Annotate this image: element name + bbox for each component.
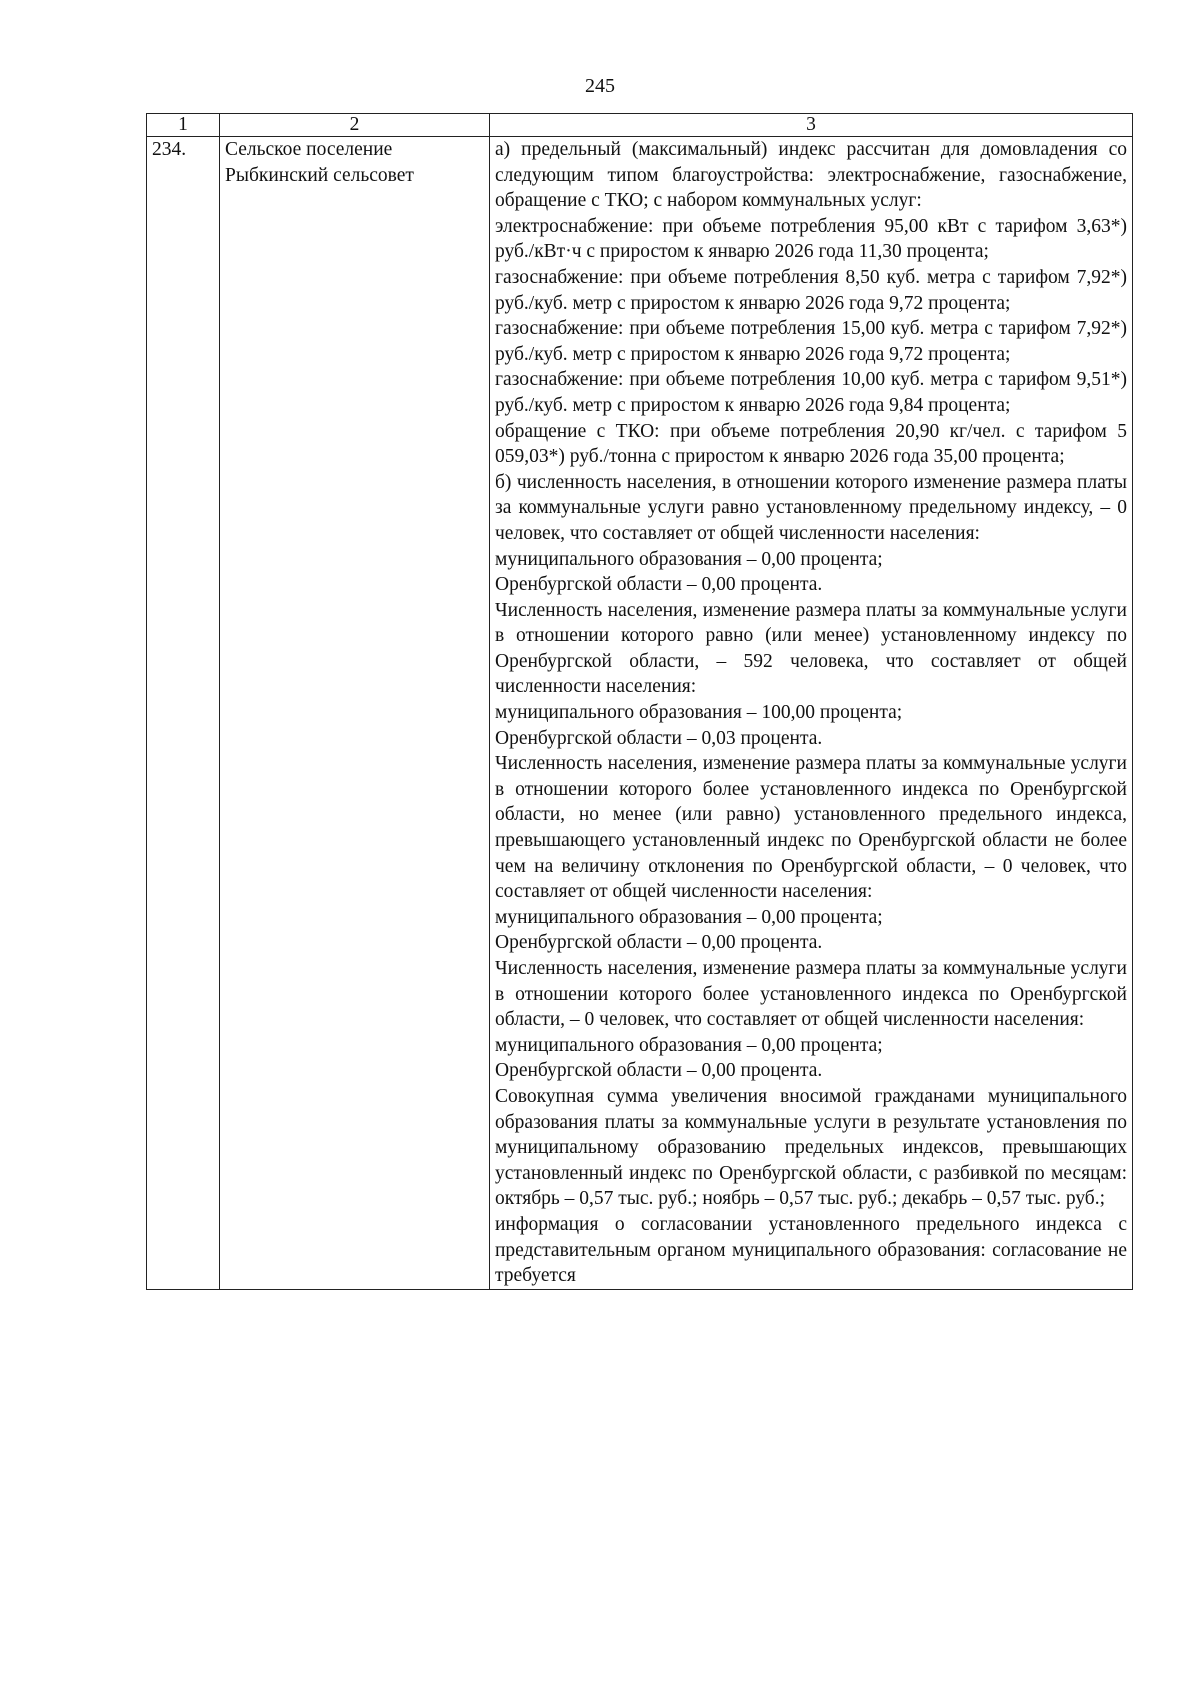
table-row [147, 137, 1133, 1290]
paragraph-index-intro: а) предельный (максимальный) индекс рассчитан для домовладения со следующим типом благоустройства: электроснабжение, газоснабжение, обращение с ТКО; с набором коммунальных услуг: [495, 139, 1127, 212]
paragraph-municipal-share-4: муниципального образования – 0,00 процента; [495, 1034, 883, 1056]
paragraph-municipal-share-3: муниципального образования – 0,00 процента; [495, 906, 883, 928]
paragraph-region-share-1: Оренбургской области – 0,00 процента. [495, 574, 823, 596]
paragraph-electricity: электроснабжение: при объеме потребления 95,00 кВт с тарифом 3,63*) руб./кВт·ч с приростом к январю 2026 года 11,30 процента; [495, 215, 1127, 263]
paragraph-region-share-4: Оренбургской области – 0,00 процента. [495, 1060, 823, 1082]
column-header-2: 2 [220, 114, 490, 137]
column-header-1: 1 [147, 114, 220, 137]
paragraph-approval-info: информация о согласовании установленного предельного индекса с представительным органом муниципального образования: согласование не требуется [495, 1213, 1127, 1287]
paragraph-total-increase: Совокупная сумма увеличения вносимой гражданами муниципального образования платы за коммунальные услуги в результате установления по муниципальному образованию предельных индексов, превышающих установленный индекс по Оренбургской области, с разбивкой по месяцам: октябрь – 0,57 тыс. руб.; ноябрь – 0,57 тыс. руб.; декабрь – 0,57 тыс. руб.; [495, 1085, 1127, 1210]
table-header-row [147, 114, 1133, 137]
paragraph-region-share-2: Оренбургской области – 0,03 процента. [495, 727, 823, 749]
index-description [490, 137, 1133, 1290]
paragraph-gas-3: газоснабжение: при объеме потребления 10,00 куб. метра с тарифом 9,51*) руб./куб. метр с приростом к январю 2026 года 9,84 процента; [495, 369, 1127, 416]
paragraph-gas-1: газоснабжение: при объеме потребления 8,50 куб. метра с тарифом 7,92*) руб./куб. метр с приростом к январю 2026 года 9,72 процента; [495, 266, 1127, 314]
paragraph-municipal-share-1: муниципального образования – 0,00 процента; [495, 548, 883, 570]
column-header-3: 3 [490, 114, 1133, 137]
paragraph-population-between: Численность населения, изменение размера платы за коммунальные услуги в отношении которого более установленного индекса по Оренбургской области, но менее (или равно) установленного предельного индекса, превышающего установленный индекс по Оренбургской области не более чем на величину отклонения по Оренбургской области, – 0 человек, что составляет от общей численности населения: [495, 753, 1127, 903]
paragraph-population-equal: б) численность населения, в отношении которого изменение размера платы за коммунальные услуги равно установленному предельному индексу, – 0 человек, что составляет от общей численности населения: [495, 471, 1127, 544]
settlement-name: Сельское поселение Рыбкинский сельсовет [220, 137, 490, 1290]
row-number: 234. [147, 137, 220, 1290]
tariff-index-table [146, 113, 1133, 1290]
paragraph-municipal-share-2: муниципального образования – 100,00 процента; [495, 702, 903, 724]
paragraph-waste: обращение с ТКО: при объеме потребления 20,90 кг/чел. с тарифом 5 059,03*) руб./тонна с приростом к январю 2026 года 35,00 процента; [495, 420, 1127, 468]
paragraph-region-share-3: Оренбургской области – 0,00 процента. [495, 932, 823, 954]
paragraph-population-less: Численность населения, изменение размера платы за коммунальные услуги в отношении которого равно (или менее) установленному индексу по Оренбургской области, – 592 человека, что составляет от общей численности населения: [495, 599, 1127, 698]
page-number: 245 [585, 75, 615, 97]
paragraph-population-more: Численность населения, изменение размера платы за коммунальные услуги в отношении которого более установленного индекса по Оренбургской области, – 0 человек, что составляет от общей численности населения: [495, 958, 1127, 1031]
paragraph-gas-2: газоснабжение: при объеме потребления 15,00 куб. метра с тарифом 7,92*) руб./куб. метр с приростом к январю 2026 года 9,72 процента; [495, 318, 1127, 365]
